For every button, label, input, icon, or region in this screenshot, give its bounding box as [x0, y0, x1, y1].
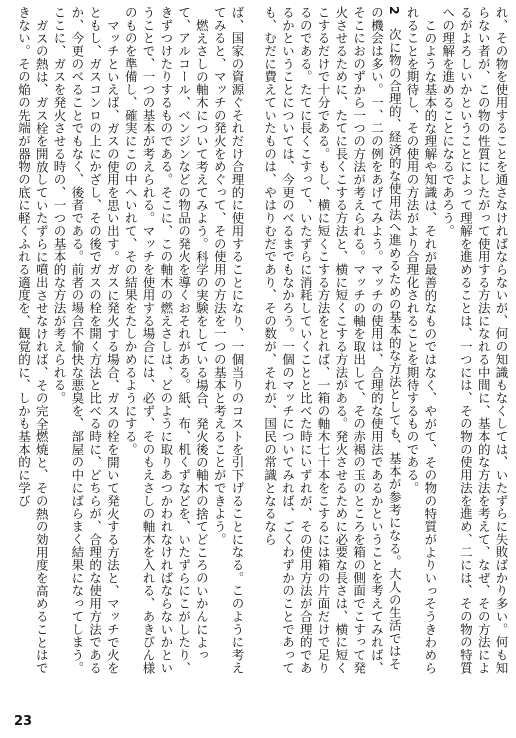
text-column-left: [6, 6, 246, 682]
text-column-right: [256, 6, 510, 682]
paragraph-text: 次に物の合理的、経済的な使用法へ進めるための基本的な方法としても、基本が参考になる。大人の生活ではその機会は多い。一、二の例をあげてみよう。マッチの使用は、合理的な使用法であるかということを考えてみれば、そこにおのずから一つの方法が考えられる。マッチの軸を取出して、その赤褐の玉のところを箱の側面でこすって発火させるために、たてに長くこする方法と、横に短くこする方法がある。発火させるために必要な長さは、横に短くこするだけで十分である。もし、横に短くこする方法をとれば、一箱の軸木七十本をこするには箱の片面だけで足りるのである。たてに長くこすって、いたずらに消耗していくことと比べた時にいずれが、その使用方法が合理的であるかということについては、今更のべるまでもなかろう。一個のマッチについてみれば、ごくわずかのことであっても、むだに費えていたものは、やはりむだであり、その数が、それが、国民の常識となるなら: [262, 6, 403, 675]
paragraph-text: れ、その物を使用することを通さなければならないが、何の知識もなくしては、いたずらに失敗ばかり多い。何も知らない者が、この物の性質にしたがって使用する方法になれる中間に、基本的な方法を考えて、なぜ、その方法によるがよろしいかということによって理解を進めることは、一つには、その物の使用法を進め、二には、その物の特質への理解を進めることになるであろう。: [440, 6, 509, 675]
paragraph: [50, 6, 121, 682]
paragraph-text: ば、国家の資源ぐそれだけ合理的に使用することになり、一個当りのコストを引下げることになる。このように考えてみると、マッチの発火をめぐって、その使用の方法を一つの基本と考えることができよう。: [212, 6, 245, 675]
paragraph-text: 燃えさしの軸木について考えてみよう。科学の実験をしている場合、発火後の軸木の捨てどころのいかんによって、アルコール、ベンジンなどの物品の発火を導くおそれがある。紙、布、机くずなどを、いたずらにこがしたり、きずつけたりするものである。そこに、この軸木の燃えさしは、どのように取りあつかわれなければならないかということで、一つの基本が考えられる。マッチを使用する場合には、必ず、そのもえさしの軸木を入れる、あきびん様のものを準備し、確実にこの中へいれて、その結果をたしかめるようにする。: [123, 6, 210, 675]
paragraph: [261, 6, 403, 682]
paragraph-text: ガスの熱は、ガス栓を開放していたずらに噴出させなければ、その完全燃焼と、その熱の効用度を高めることはできない。その焔の先端が器物の底に軽くふれる適度を、観覚的に、しかも基本的に学び: [16, 6, 50, 674]
paragraph: [210, 6, 246, 682]
page-number: 23: [14, 714, 33, 729]
paragraph-text: このような基本的な理解や知識は、それが最善的なものではなく、やがて、その物の特質がよりいっそうきわめられることを期待し、その使用の方法がより合理化されることを期待するものである。: [405, 6, 438, 674]
paragraph: [121, 6, 210, 682]
paragraph: [15, 6, 51, 682]
paragraph-text: マッチといえば、ガスの使用を思い出す。ガスに発火する場合、ガスの栓を開いて発火する方法と、マッチで火をともし、ガスコンロの上にかざし、その後でガスの栓を開く方法と比べる時に、どちらが、合理的な使用方法であるか、今更のべることでもなく、後者である。前者の場合不愉快な悪臭を、部屋の中にばらまく結果になってしまう。ここに、ガスを発火させる時の、一つの基本的な方法が考えられる。: [52, 6, 121, 675]
paragraph: [403, 6, 439, 682]
section-number: 2: [387, 6, 403, 16]
paragraph: [439, 6, 510, 682]
